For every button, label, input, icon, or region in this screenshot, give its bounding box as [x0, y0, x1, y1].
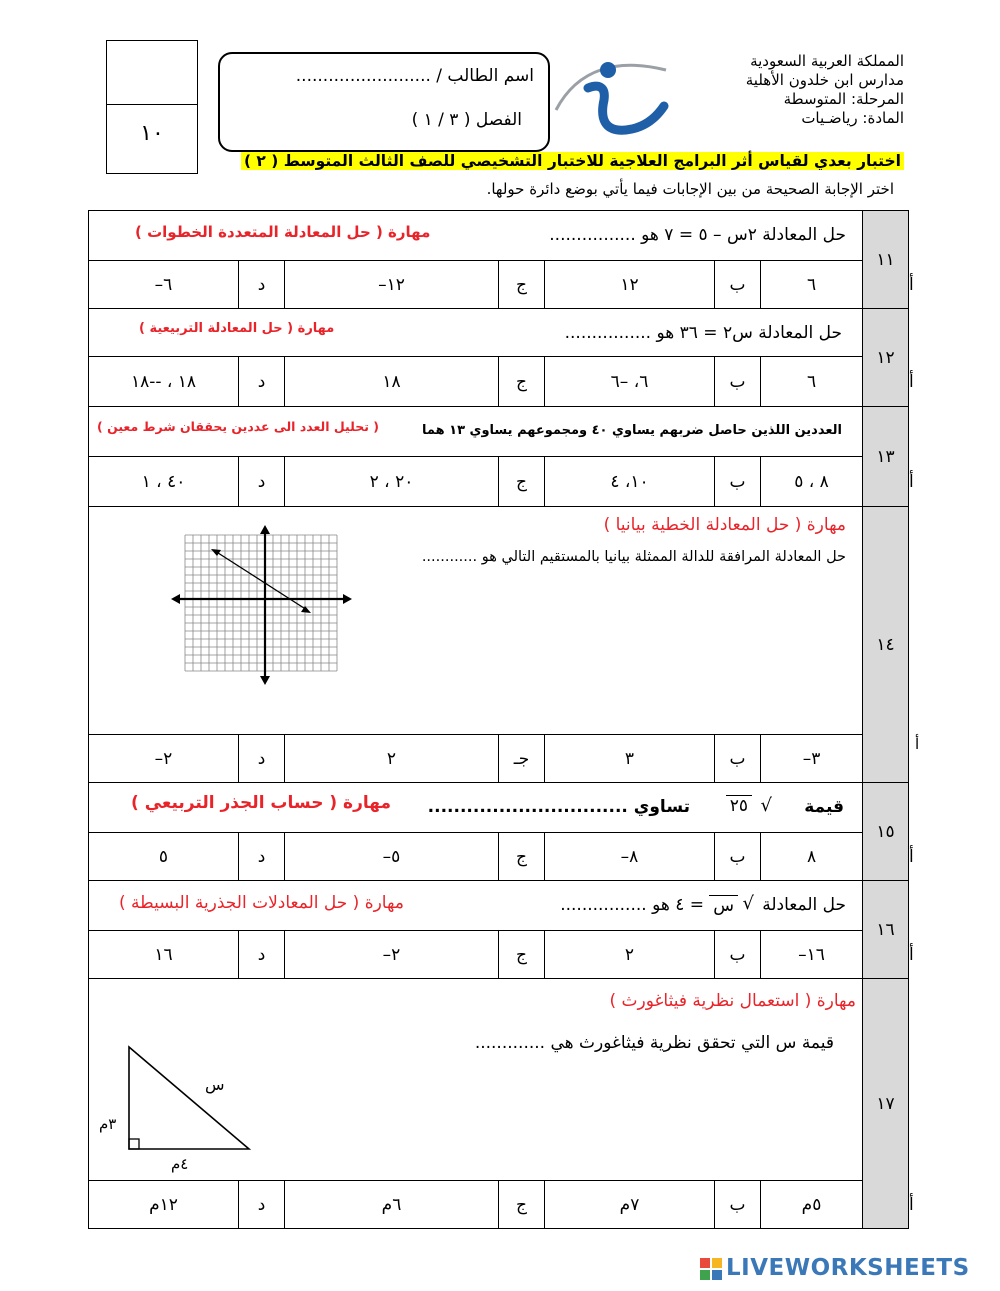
skill-label: مهارة ( حل المعادلة الخطية بيانيا )	[603, 515, 847, 535]
option-b-label[interactable]: ب	[715, 1181, 761, 1229]
question-number: ١٣	[863, 407, 909, 507]
school-line: المملكة العربية السعودية	[750, 52, 904, 70]
skill-label: مهارة ( حساب الجذر التربيعي )	[131, 793, 392, 813]
option-d-label[interactable]: د	[239, 457, 285, 507]
question-number: ١٥	[863, 783, 909, 881]
grade-box	[106, 40, 198, 174]
option-c-label[interactable]: ج	[499, 833, 545, 881]
option-d-label[interactable]: د	[239, 735, 285, 783]
skill-label: مهارة ( حل المعادلات الجذرية البسيطة )	[119, 893, 404, 913]
option-b-label[interactable]: ب	[715, 833, 761, 881]
question-text: العددين اللذين حاصل ضربهم يساوي ٤٠ ومجموعهم يساوي ١٣ هما	[422, 423, 843, 438]
school-line: المادة: رياضـيات	[801, 109, 904, 127]
question-13-stem	[89, 407, 863, 457]
question-number: ١٤	[863, 507, 909, 783]
vertical-leg-label: ٣م	[99, 1115, 117, 1133]
option-b-label[interactable]: ب	[715, 735, 761, 783]
liveworksheets-footer	[700, 1254, 990, 1284]
skill-label: ( تحليل العدد الى عددين يحققان شرط معين )	[97, 419, 379, 434]
question-text: قيمة س التي تحقق نظرية فيثاغورث هي .............	[474, 1033, 835, 1053]
option-c-value[interactable]: –٢	[285, 931, 499, 979]
question-12-stem	[89, 309, 863, 357]
option-d-value[interactable]: ١٨ ، --١٨	[89, 357, 239, 407]
radicand: س	[709, 895, 738, 916]
option-c-value[interactable]: ٢٠ ، ٢	[285, 457, 499, 507]
option-c-label[interactable]: ج	[499, 261, 545, 309]
option-a-value[interactable]: –٣	[761, 735, 863, 783]
option-c-value[interactable]: ٢	[285, 735, 499, 783]
option-c-value[interactable]: ٦م	[285, 1181, 499, 1229]
option-b-value[interactable]: ٣	[545, 735, 715, 783]
option-c-label[interactable]: ج	[499, 357, 545, 407]
option-a-value[interactable]: ٨	[761, 833, 863, 881]
question-number: ١٢	[863, 309, 909, 407]
question-11-stem	[89, 211, 863, 261]
test-title: اختبار بعدي لقياس أثر البرامج العلاجية للاختبار التشخيصي للصف الثالث المتوسط ( ٢ )	[241, 152, 904, 170]
option-d-label[interactable]: د	[239, 261, 285, 309]
option-c-value[interactable]: ١٨	[285, 357, 499, 407]
option-b-value[interactable]: –٨	[545, 833, 715, 881]
option-b-value[interactable]: ٢	[545, 931, 715, 979]
option-d-value[interactable]: ٥	[89, 833, 239, 881]
class-label: الفصل ( ٣ / ١ )	[411, 110, 522, 130]
questions-table: حل المعادلة ٢س – ٥ = ٧ هو ................ مهارة ( حل المعادلة المتعددة الخطوات ) ١١ –٦ د –١٢ ج ١٢ ب ٦ أ حل المعادلة س٢ = ٣٦ هو ................ مهارة ( حل المعادلة التربيعية ) ١٢ ١٨ ، --١٨ د ١٨ ج ٦، –٦ ب ٦ أ العددين اللذين حاصل ضربهم يساوي ٤٠ ومجموعهم يساوي ١٣ هما ( تحليل العدد الى عددين يحققان شرط معين ) ١٣ ٤٠ ، ١ د ٢٠ ، ٢ ج ١٠، ٤ ب ٨ ، ٥ أ مهارة ( حل المعادلة الخطية بيانيا ) حل المعادلة المرافقة للدالة الممثلة بيانيا بالمستقيم التالي هو ............ ١٤ –٢ د ٢ جـ ٣ ب –٣ أ قيمة ٢٥ √ تساوي ............................... مهارة ( حساب الجذر التربيعي ) ١٥ ٥ د –٥ ج –٨ ب ٨ أ حل المعادلة س √ = ٤ هو ................ مهارة ( حل المعادلات الجذرية البسيطة ) ١٦ ١٦ د –٢ ج ٢ ب –١٦ أ مهارة ( استعمال نظرية فيثاغورث ) قيمة س التي تحقق نظرية فيثاغورث هي ............. س ٣م ٤م ١٧ ١٢م د ٦م ج ٧م ب ٥م أ	[88, 210, 909, 1229]
hypotenuse-label: س	[205, 1075, 225, 1094]
option-b-label[interactable]: ب	[715, 261, 761, 309]
question-text: حل المعادلة ٢س – ٥ = ٧ هو ................	[549, 225, 847, 245]
option-c-value[interactable]: –٥	[285, 833, 499, 881]
question-text: حل المعادلة المرافقة للدالة الممثلة بيانيا بالمستقيم التالي هو ............	[421, 549, 847, 565]
sqrt-icon: √	[742, 893, 755, 914]
question-15-stem	[89, 783, 863, 833]
option-c-label[interactable]: ج	[499, 931, 545, 979]
question-14-stem	[89, 507, 863, 735]
option-d-label[interactable]: د	[239, 357, 285, 407]
option-a-value[interactable]: ٦	[761, 261, 863, 309]
right-triangle-diagram	[97, 1039, 267, 1169]
option-b-value[interactable]: ٧م	[545, 1181, 715, 1229]
option-d-value[interactable]: ١٢م	[89, 1181, 239, 1229]
student-name-field[interactable]: اسم الطالب / .........................	[295, 66, 534, 86]
school-info	[746, 52, 904, 128]
option-c-label[interactable]: جـ	[499, 735, 545, 783]
option-d-value[interactable]: –٢	[89, 735, 239, 783]
option-d-value[interactable]: –٦	[89, 261, 239, 309]
option-c-label[interactable]: ج	[499, 1181, 545, 1229]
option-d-label[interactable]: د	[239, 931, 285, 979]
liveworksheets-brand[interactable]: LIVEWORKSHEETS	[726, 1255, 970, 1281]
option-d-value[interactable]: ٤٠ ، ١	[89, 457, 239, 507]
school-line: مدارس ابن خلدون الأهلية	[745, 71, 904, 89]
option-b-label[interactable]: ب	[715, 931, 761, 979]
question-text-suffix: = ٤ هو ................	[560, 895, 705, 915]
option-b-label[interactable]: ب	[715, 457, 761, 507]
option-a-value[interactable]: –١٦	[761, 931, 863, 979]
option-d-label[interactable]: د	[239, 1181, 285, 1229]
option-b-value[interactable]: ١٠، ٤	[545, 457, 715, 507]
question-text: حل المعادلة س٢ = ٣٦ هو ................	[564, 323, 843, 343]
question-number: ١٦	[863, 881, 909, 979]
horizontal-leg-label: ٤م	[171, 1155, 189, 1173]
option-a-value[interactable]: ٨ ، ٥	[761, 457, 863, 507]
sqrt-icon: √	[760, 795, 773, 816]
question-number: ١١	[863, 211, 909, 309]
skill-label: مهارة ( حل المعادلة التربيعية )	[139, 321, 335, 336]
question-number: ١٧	[863, 979, 909, 1229]
coordinate-graph	[171, 525, 367, 689]
instructions: اختر الإجابة الصحيحة من بين الإجابات فيما يأتي بوضع دائرة حولها.	[486, 180, 894, 198]
question-text: قيمة	[804, 797, 845, 817]
option-b-value[interactable]: ٦، –٦	[545, 357, 715, 407]
grade-value: ١٠	[140, 121, 164, 146]
option-d-label[interactable]: د	[239, 833, 285, 881]
skill-label: مهارة ( حل المعادلة المتعددة الخطوات )	[135, 223, 431, 241]
question-text-suffix: تساوي ...............................	[427, 797, 691, 817]
option-d-value[interactable]: ١٦	[89, 931, 239, 979]
option-a-value[interactable]: ٦	[761, 357, 863, 407]
school-line: المرحلة: المتوسطة	[783, 90, 904, 108]
student-info-box	[218, 52, 550, 152]
question-text: حل المعادلة	[762, 895, 847, 915]
option-c-value[interactable]: –١٢	[285, 261, 499, 309]
radicand: ٢٥	[726, 795, 752, 816]
question-16-stem	[89, 881, 863, 931]
option-a-value[interactable]: ٥م	[761, 1181, 863, 1229]
skill-label: مهارة ( استعمال نظرية فيثاغورث )	[609, 991, 857, 1011]
school-logo	[548, 48, 672, 144]
question-17-stem	[89, 979, 863, 1181]
option-b-label[interactable]: ب	[715, 357, 761, 407]
option-c-label[interactable]: ج	[499, 457, 545, 507]
option-b-value[interactable]: ١٢	[545, 261, 715, 309]
liveworksheets-logo-icon	[700, 1258, 722, 1280]
